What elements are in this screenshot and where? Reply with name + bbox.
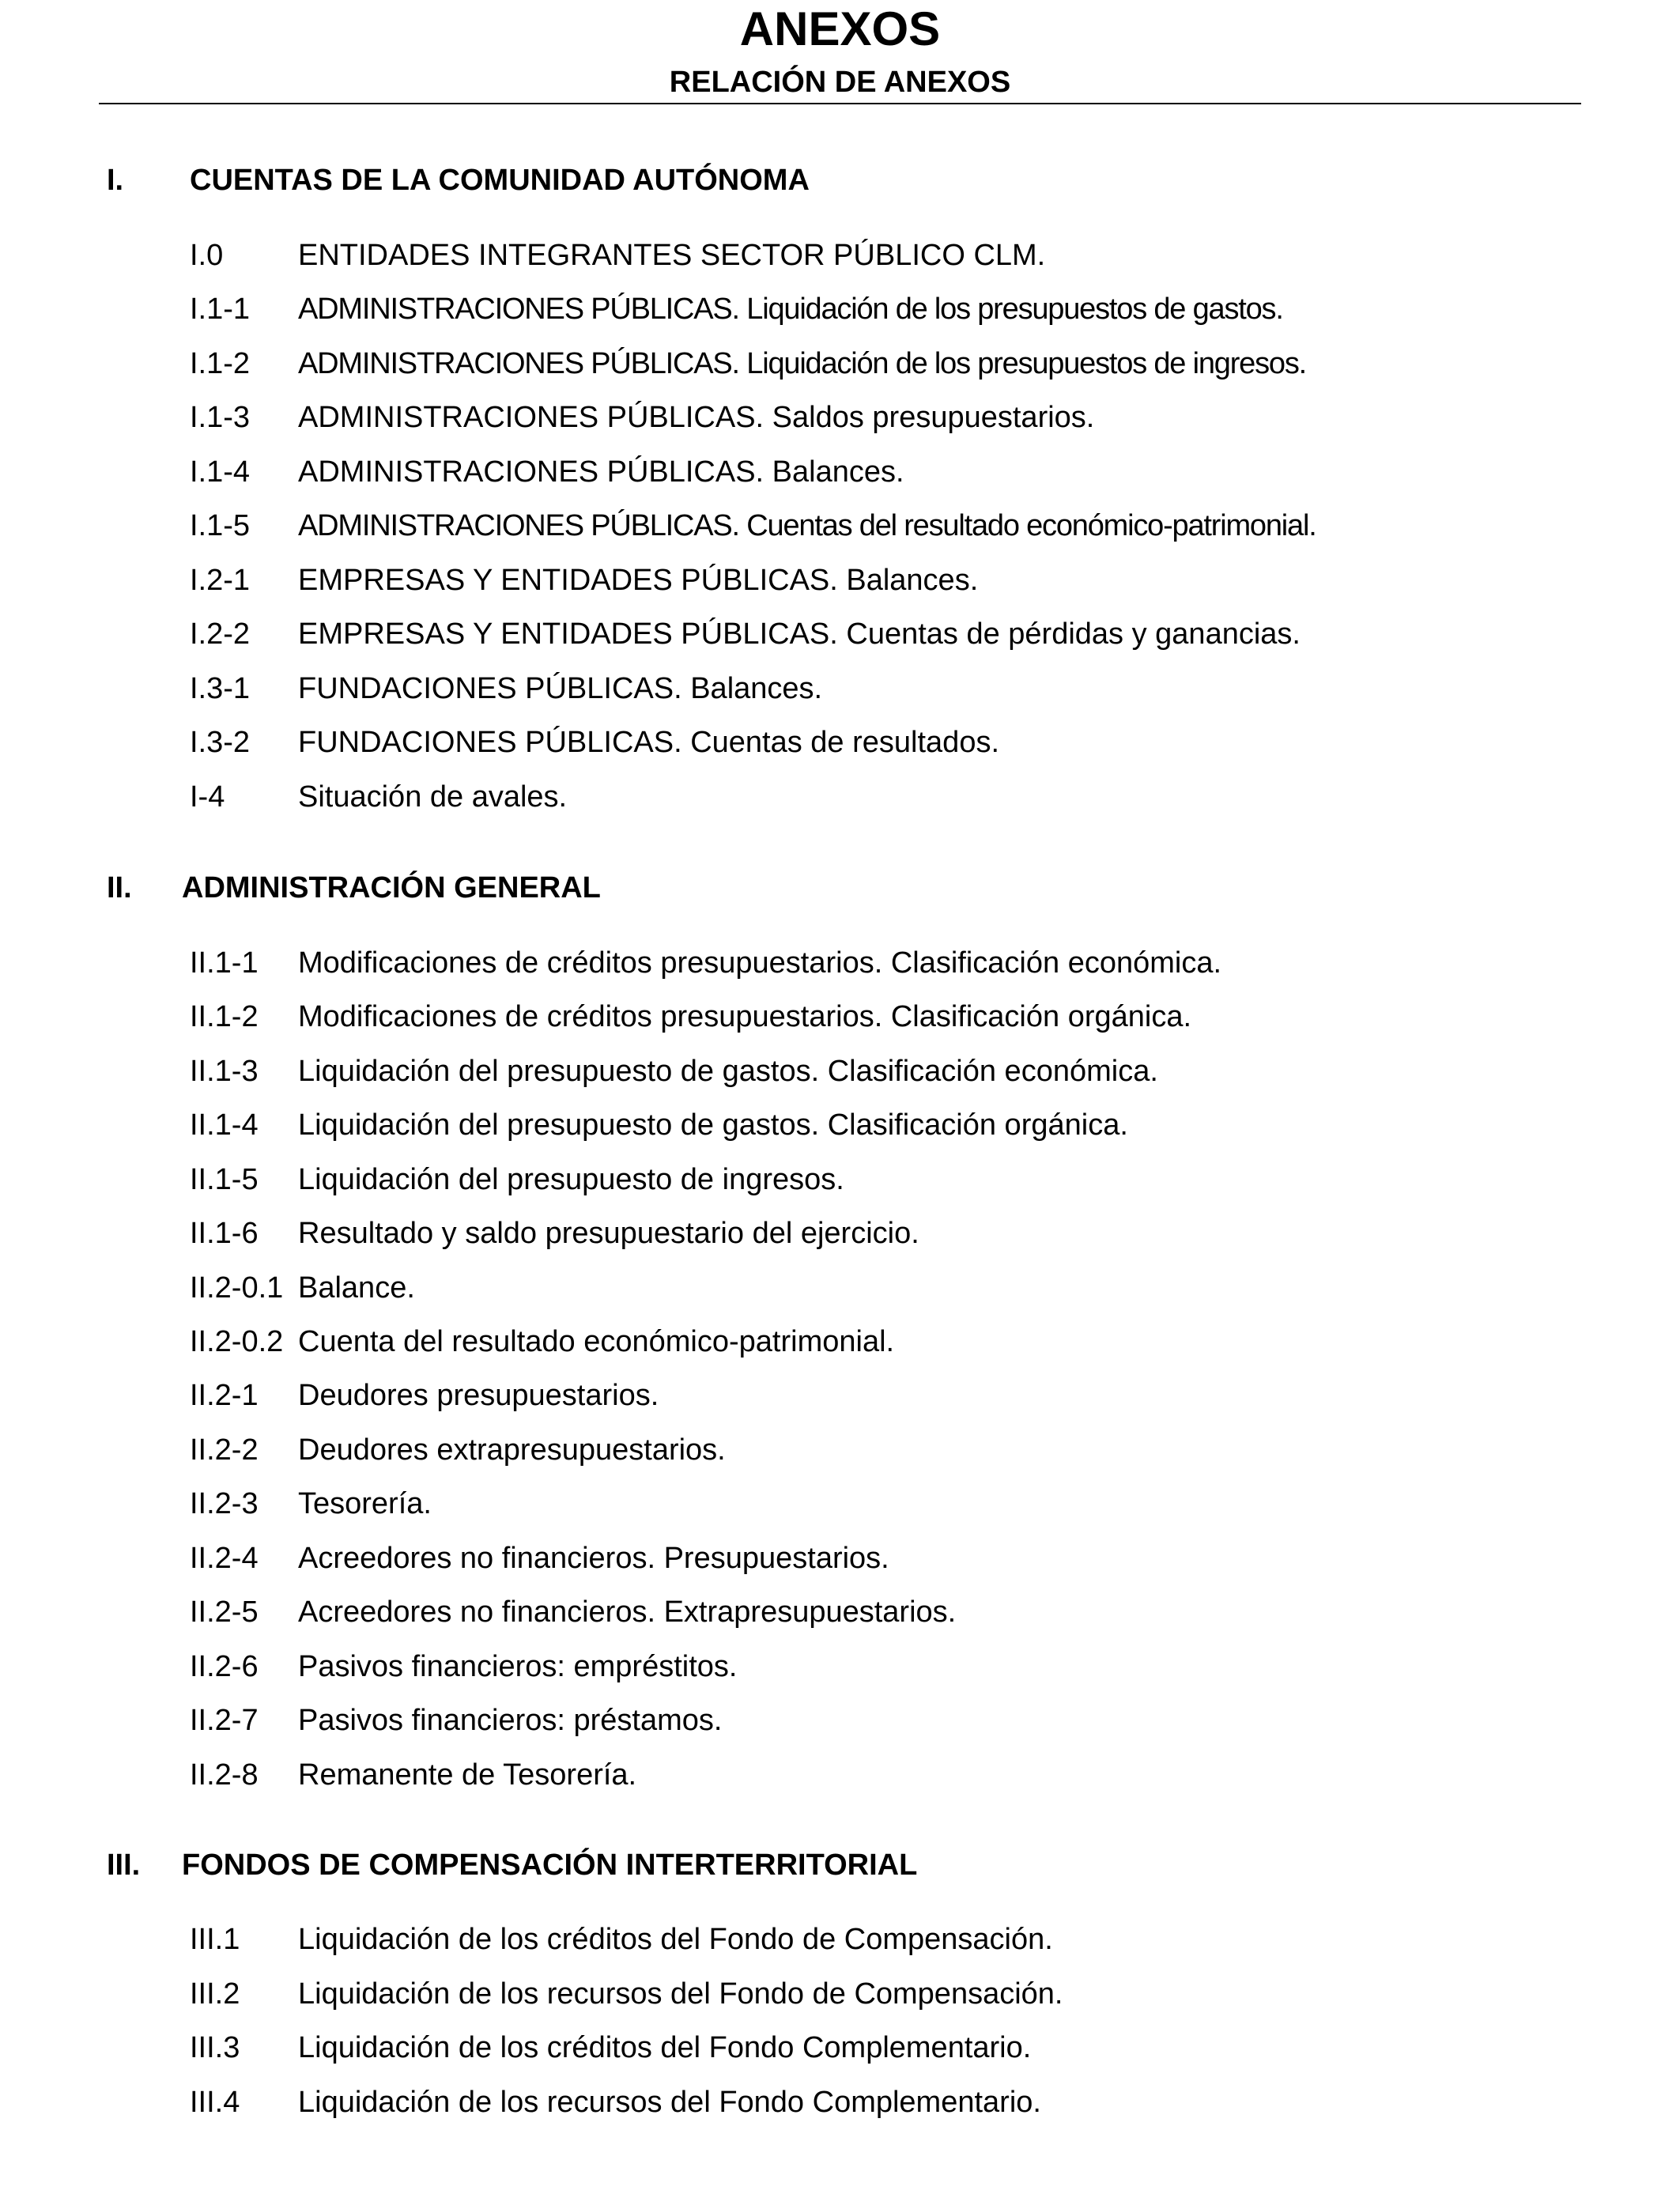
annex-code: I.2-2 xyxy=(190,617,251,651)
annex-description: Acreedores no financieros. Extrapresupuestarios. xyxy=(298,1595,957,1629)
annex-code: I.1-1 xyxy=(190,293,251,326)
annex-description: Liquidación de los créditos del Fondo Complementario. xyxy=(298,2031,1032,2064)
annex-code: II.1-2 xyxy=(190,1000,259,1033)
annex-code: II.1-3 xyxy=(190,1055,259,1088)
annex-code: II.2-3 xyxy=(190,1487,259,1520)
annex-description: Balance. xyxy=(298,1271,415,1305)
section-numeral: III. xyxy=(107,1848,141,1882)
annex-code: II.1-1 xyxy=(190,946,259,980)
annex-code: II.1-4 xyxy=(190,1108,259,1142)
annex-description: ENTIDADES INTEGRANTES SECTOR PÚBLICO CLM. xyxy=(298,239,1046,272)
annex-code: II.2-8 xyxy=(190,1758,259,1792)
document-subtitle: RELACIÓN DE ANEXOS xyxy=(669,66,1011,99)
annex-description: Liquidación de los recursos del Fondo de Compensación. xyxy=(298,1977,1063,2011)
annex-description: ADMINISTRACIONES PÚBLICAS. Balances. xyxy=(298,455,904,489)
annex-code: I.2-1 xyxy=(190,564,251,597)
annex-code: II.1-6 xyxy=(190,1217,259,1250)
annex-description: Situación de avales. xyxy=(298,780,568,814)
annex-code: I.1-5 xyxy=(190,509,251,542)
annex-description: EMPRESAS Y ENTIDADES PÚBLICAS. Cuentas de pérdidas y ganancias. xyxy=(298,617,1301,651)
annex-code: III.1 xyxy=(190,1923,240,1956)
annex-description: ADMINISTRACIONES PÚBLICAS. Cuentas del resultado económico-patrimonial. xyxy=(298,509,1316,542)
annex-code: II.2-2 xyxy=(190,1433,259,1467)
section-title: CUENTAS DE LA COMUNIDAD AUTÓNOMA xyxy=(190,164,810,197)
title-divider xyxy=(99,103,1581,104)
annex-description: ADMINISTRACIONES PÚBLICAS. Liquidación de los presupuestos de gastos. xyxy=(298,293,1283,326)
annex-code: II.2-7 xyxy=(190,1704,259,1737)
annex-description: Tesorería. xyxy=(298,1487,432,1520)
annex-code: I.0 xyxy=(190,239,224,272)
annex-code: II.2-0.2 xyxy=(190,1325,284,1358)
annex-description: Liquidación del presupuesto de gastos. Clasificación orgánica. xyxy=(298,1108,1128,1142)
annex-description: Deudores extrapresupuestarios. xyxy=(298,1433,726,1467)
annex-code: II.2-1 xyxy=(190,1379,259,1412)
annex-description: Modificaciones de créditos presupuestarios. Clasificación económica. xyxy=(298,946,1222,980)
annex-code: III.2 xyxy=(190,1977,240,2011)
annex-code: II.2-4 xyxy=(190,1542,259,1575)
annex-description: Acreedores no financieros. Presupuestarios. xyxy=(298,1542,889,1575)
annex-description: Remanente de Tesorería. xyxy=(298,1758,637,1792)
annex-description: Pasivos financieros: empréstitos. xyxy=(298,1650,738,1683)
annex-code: III.4 xyxy=(190,2086,240,2119)
annex-code: I.3-1 xyxy=(190,672,251,705)
annex-description: ADMINISTRACIONES PÚBLICAS. Saldos presupuestarios. xyxy=(298,401,1095,434)
annex-code: I-4 xyxy=(190,780,225,814)
annex-description: Pasivos financieros: préstamos. xyxy=(298,1704,723,1737)
section-numeral: II. xyxy=(107,871,132,904)
annex-description: Liquidación del presupuesto de ingresos. xyxy=(298,1163,844,1196)
annex-code: I.1-3 xyxy=(190,401,251,434)
section-title: ADMINISTRACIÓN GENERAL xyxy=(182,871,601,904)
annex-code: II.2-0.1 xyxy=(190,1271,284,1305)
annex-code: I.1-4 xyxy=(190,455,251,489)
annex-code: II.2-6 xyxy=(190,1650,259,1683)
annex-description: Liquidación de los recursos del Fondo Complementario. xyxy=(298,2086,1041,2119)
annex-code: I.1-2 xyxy=(190,347,251,380)
section-title: FONDOS DE COMPENSACIÓN INTERTERRITORIAL xyxy=(182,1848,918,1882)
annex-code: II.2-5 xyxy=(190,1595,259,1629)
annex-code: I.3-2 xyxy=(190,726,251,759)
annex-code: II.1-5 xyxy=(190,1163,259,1196)
annex-description: FUNDACIONES PÚBLICAS. Balances. xyxy=(298,672,823,705)
annex-description: Modificaciones de créditos presupuestarios. Clasificación orgánica. xyxy=(298,1000,1192,1033)
section-numeral: I. xyxy=(107,164,124,197)
annex-description: Liquidación de los créditos del Fondo de Compensación. xyxy=(298,1923,1053,1956)
annex-description: Cuenta del resultado económico-patrimonial. xyxy=(298,1325,895,1358)
document-title: ANEXOS xyxy=(739,2,941,55)
annex-description: ADMINISTRACIONES PÚBLICAS. Liquidación de los presupuestos de ingresos. xyxy=(298,347,1306,380)
annex-description: Deudores presupuestarios. xyxy=(298,1379,659,1412)
annex-description: EMPRESAS Y ENTIDADES PÚBLICAS. Balances. xyxy=(298,564,979,597)
annex-description: Liquidación del presupuesto de gastos. Clasificación económica. xyxy=(298,1055,1158,1088)
annex-description: FUNDACIONES PÚBLICAS. Cuentas de resultados. xyxy=(298,726,1000,759)
annex-description: Resultado y saldo presupuestario del ejercicio. xyxy=(298,1217,919,1250)
annex-code: III.3 xyxy=(190,2031,240,2064)
